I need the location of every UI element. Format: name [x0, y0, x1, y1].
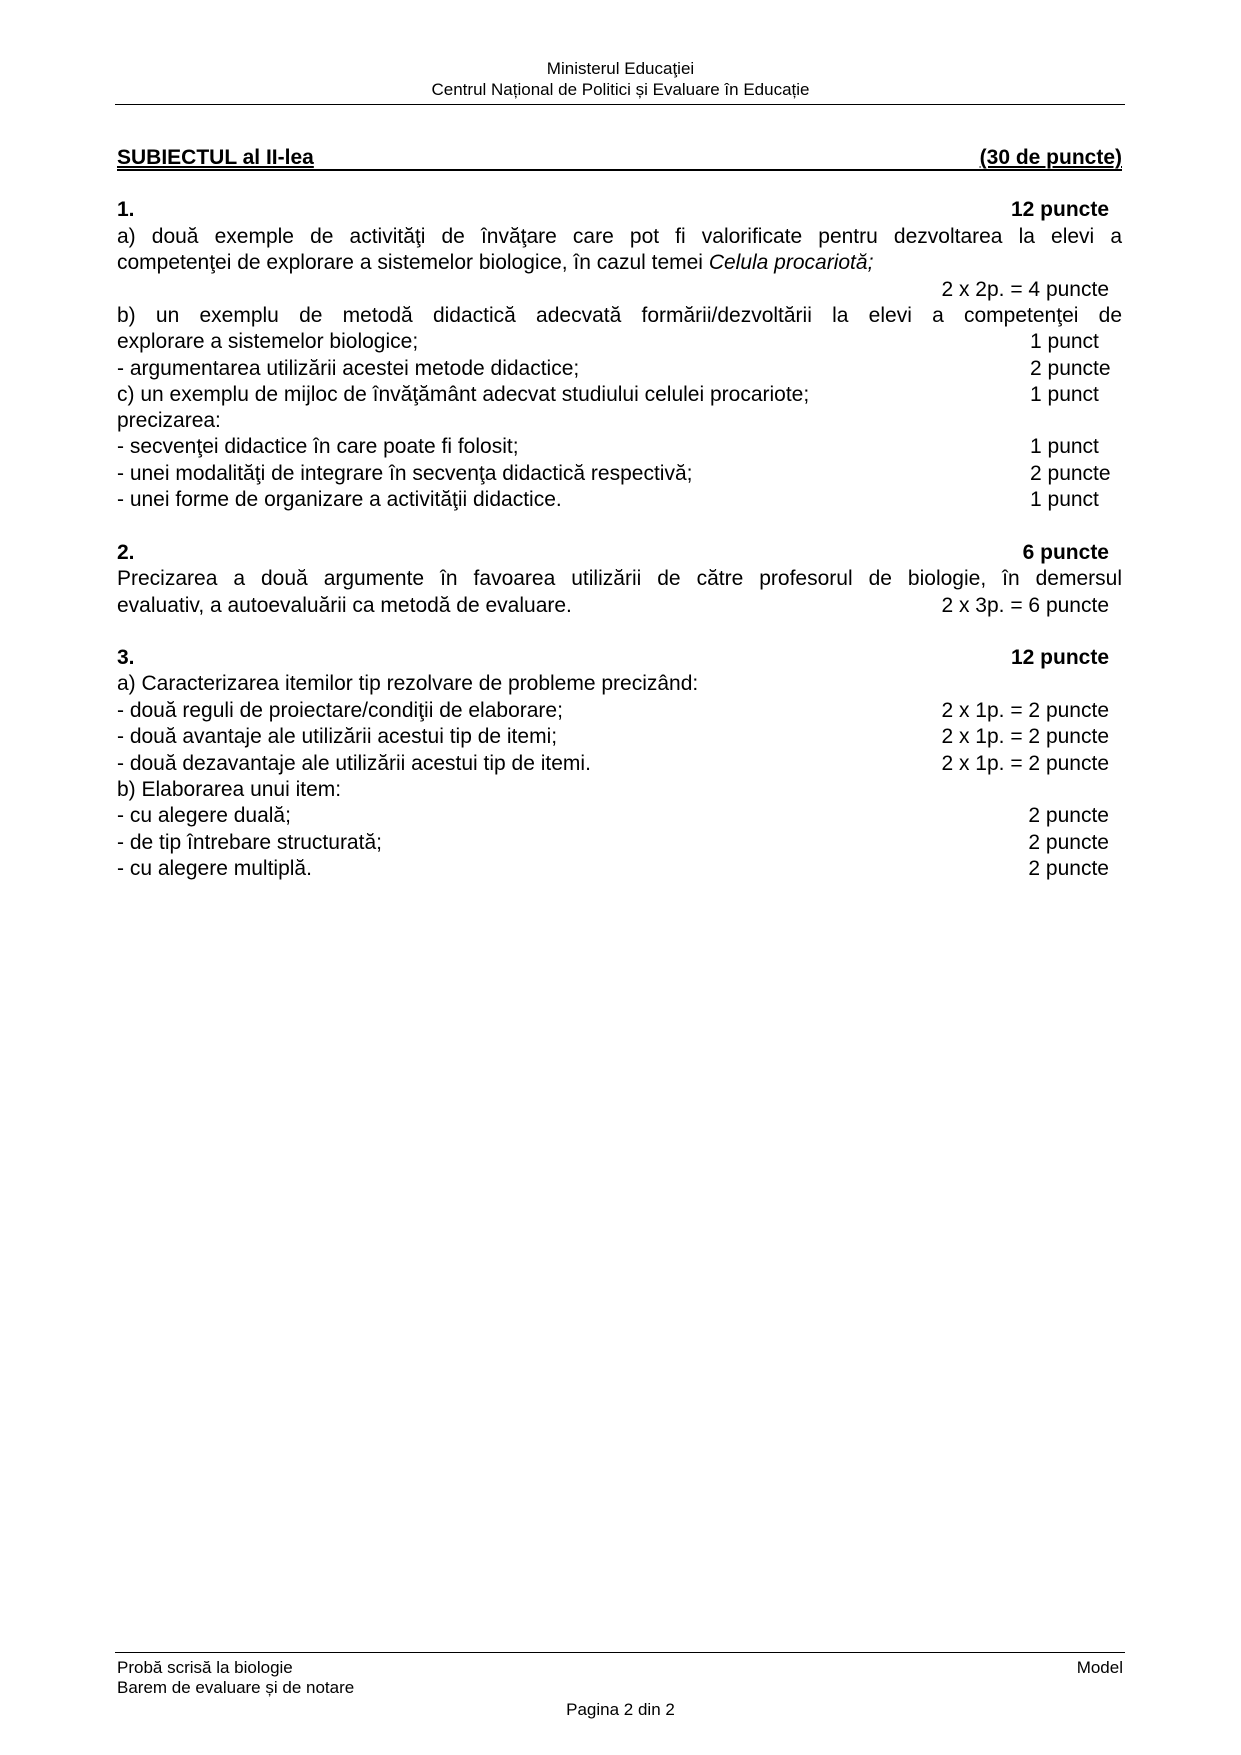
q1-b-arg: - argumentarea utilizării acestei metode didactice;	[117, 357, 580, 380]
footer-model: Model	[1076, 1658, 1123, 1677]
q3-b-item: - cu alegere duală;	[117, 804, 291, 827]
q1-b-text: b) un exemplu de metodă didactică adecvată formării/dezvoltării la elevi a competenţei de	[117, 304, 1122, 327]
header-ministry: Ministerul Educaţiei	[546, 59, 695, 78]
q3-b-item: - cu alegere multiplă.	[117, 857, 312, 880]
q3-a-item-points: 2 x 1p. = 2 puncte	[941, 699, 1109, 722]
q3-number: 3.	[117, 646, 135, 669]
header-divider	[115, 104, 1125, 105]
q1-c-item-points: 2 puncte	[1030, 462, 1111, 485]
q1-b-points: 1 punct	[1030, 330, 1099, 353]
q1-c-prec: precizarea:	[117, 409, 221, 432]
footer-page-number: Pagina 2 din 2	[566, 1700, 675, 1719]
q3-a-item-points: 2 x 1p. = 2 puncte	[941, 725, 1109, 748]
q3-b-item-points: 2 puncte	[1028, 804, 1109, 827]
q3-a-item-points: 2 x 1p. = 2 puncte	[941, 752, 1109, 775]
subject-underline	[117, 169, 1122, 171]
subject-title: SUBIECTUL al II-lea	[117, 146, 314, 169]
q3-points: 12 puncte	[1010, 646, 1109, 669]
q1-c-item: - secvenţei didactice în care poate fi folosit;	[117, 435, 519, 458]
q2-text1: Precizarea a două argumente în favoarea utilizării de către profesorul de biologie, în demersul	[117, 567, 1122, 590]
q2-text2-points: 2 x 3p. = 6 puncte	[941, 594, 1109, 617]
q1-a-text: a) două exemple de activităţi de învăţare care pot fi valorificate pentru dezvoltarea la elevi a	[117, 225, 1122, 248]
subject-points: (30 de puncte)	[979, 146, 1122, 169]
q3-a-item: - două reguli de proiectare/condiţii de elaborare;	[117, 699, 563, 722]
q1-c-item-points: 1 punct	[1030, 488, 1099, 511]
q3-b-item-points: 2 puncte	[1028, 831, 1109, 854]
q2-points: 6 puncte	[1022, 541, 1109, 564]
q1-c-item: - unei forme de organizare a activităţii didactice.	[117, 488, 562, 511]
footer-barem: Barem de evaluare și de notare	[117, 1678, 355, 1697]
q3-b-item-points: 2 puncte	[1028, 857, 1109, 880]
q1-a-italic: Celula procariotă;	[708, 251, 874, 274]
q1-c-item: - unei modalităţi de integrare în secvenţa didactică respectivă;	[117, 462, 693, 485]
q1-b-arg-points: 2 puncte	[1030, 357, 1111, 380]
q3-b-item: - de tip întrebare structurată;	[117, 831, 382, 854]
q1-c-points: 1 punct	[1030, 383, 1099, 406]
q3-a-text: a) Caracterizarea itemilor tip rezolvare de probleme precizând:	[117, 672, 699, 695]
q1-number: 1.	[117, 198, 135, 221]
header-center: Centrul Național de Politici și Evaluare în Educație	[431, 80, 810, 99]
q1-points: 12 puncte	[1010, 198, 1109, 221]
footer-exam: Probă scrisă la biologie	[117, 1658, 293, 1677]
q1-a-text2-plain: competenţei de explorare a sistemelor biologice, în cazul temei	[117, 251, 709, 274]
q1-a-points: 2 x 2p. = 4 puncte	[941, 278, 1109, 301]
q1-c-text: c) un exemplu de mijloc de învăţământ adecvat studiului celulei procariote;	[117, 383, 810, 406]
q2-text2: evaluativ, a autoevaluării ca metodă de evaluare.	[117, 594, 572, 617]
q1-a-text2	[117, 250, 873, 276]
footer-divider	[115, 1652, 1125, 1653]
q2-number: 2.	[117, 541, 135, 564]
q3-b-text: b) Elaborarea unui item:	[117, 778, 342, 801]
q1-b-text2: explorare a sistemelor biologice;	[117, 330, 419, 353]
q1-c-item-points: 1 punct	[1030, 435, 1099, 458]
q3-a-item: - două dezavantaje ale utilizării acestui tip de itemi.	[117, 752, 591, 775]
q3-a-item: - două avantaje ale utilizării acestui tip de itemi;	[117, 725, 558, 748]
